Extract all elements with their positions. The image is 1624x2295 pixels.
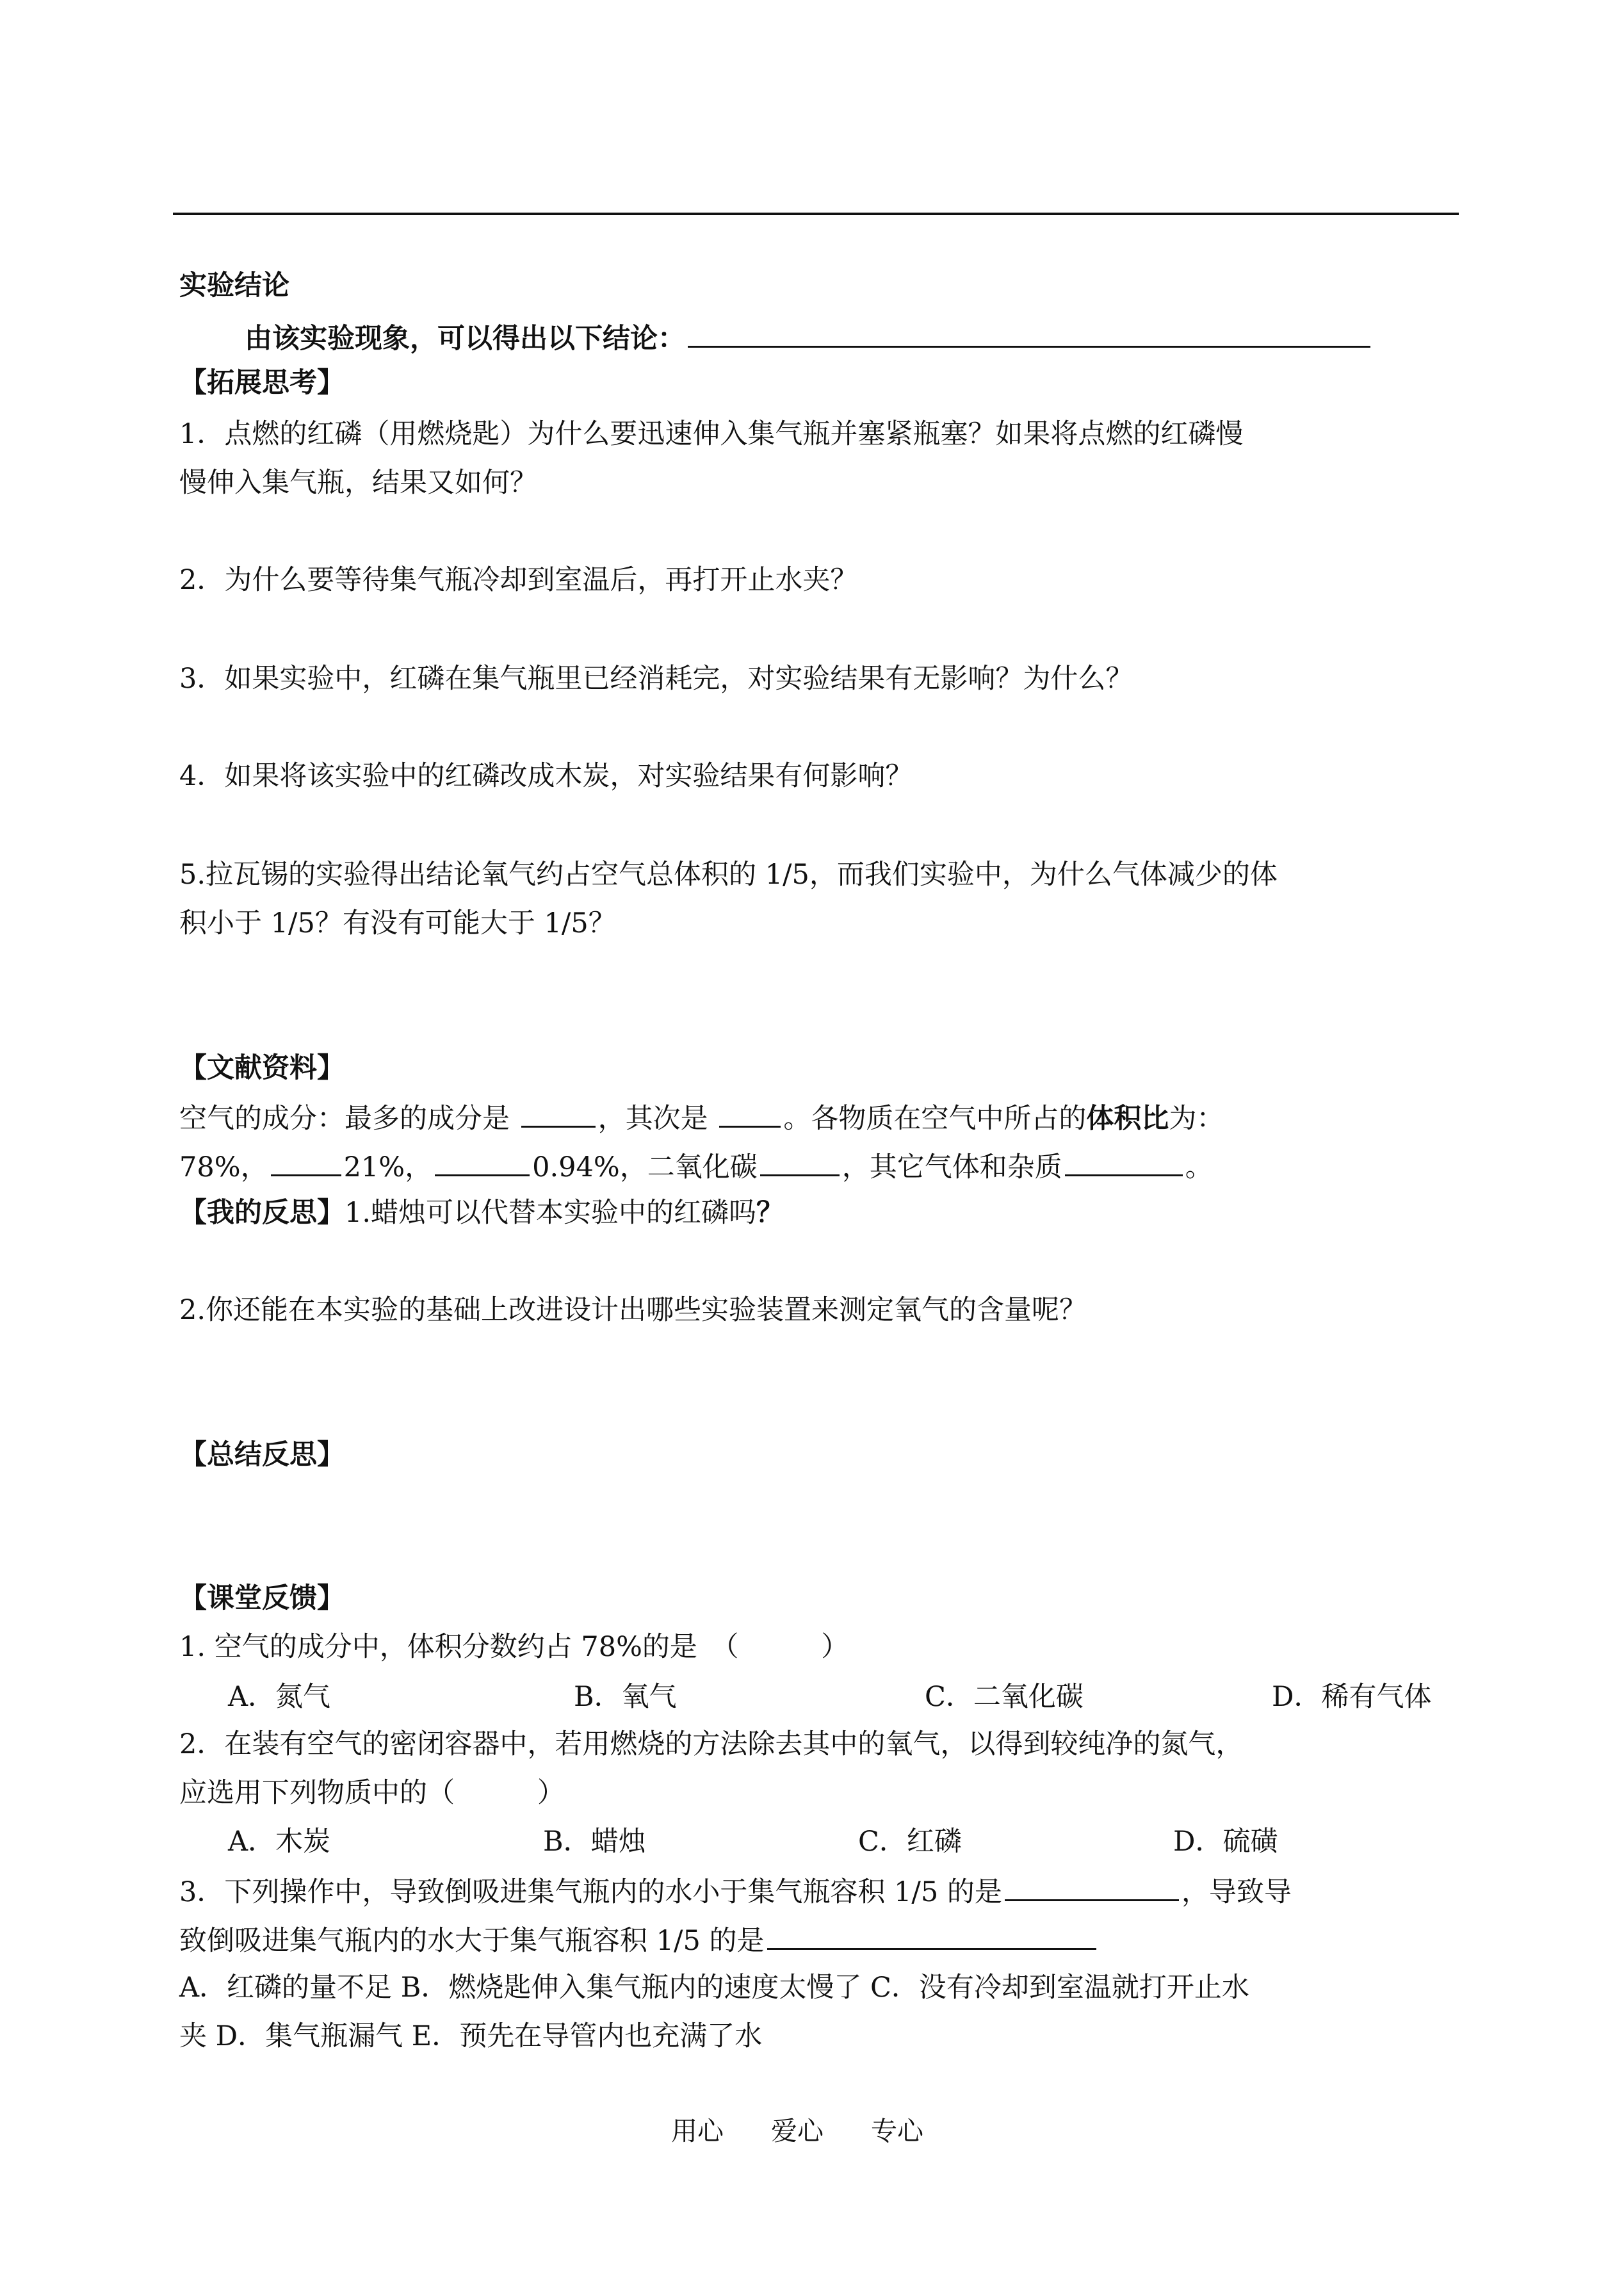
blank-co2[interactable] — [760, 1149, 840, 1176]
feedback-q1-option-a[interactable]: A．氮气 — [228, 1681, 331, 1713]
literature-heading: 【文献资料】 — [179, 1052, 345, 1084]
literature-l2-b: 21%， — [343, 1151, 433, 1183]
feedback-heading: 【课堂反馈】 — [179, 1582, 345, 1614]
reflection-q2: 2.你还能在本实验的基础上改进设计出哪些实验装置来测定氧气的含量呢？ — [179, 1294, 1087, 1326]
literature-l2-a: 78%， — [179, 1151, 268, 1183]
conclusion-prompt-text: 由该实验现象，可以得出以下结论： — [245, 323, 685, 355]
reflection-line1 — [179, 1196, 784, 1229]
feedback-q3-choices-line2: 夹 D．集气瓶漏气 E．预先在导管内也充满了水 — [179, 2020, 763, 2052]
feedback-q3-line1-a: 3．下列操作中，导致倒吸进集气瓶内的水小于集气瓶容积 1/5 的是 — [179, 1876, 1002, 1908]
literature-line1 — [179, 1100, 1224, 1135]
feedback-q2-line2: 应选用下列物质中的（ ） — [179, 1777, 565, 1809]
reflection-q1: 1.蜡烛可以代替本实验中的红磷吗 — [345, 1197, 757, 1229]
feedback-q2-option-d[interactable]: D．硫磺 — [1173, 1826, 1278, 1858]
blank-q3-less[interactable] — [1005, 1874, 1179, 1901]
feedback-q1-option-b[interactable]: B．氧气 — [574, 1681, 677, 1713]
literature-l2-d: ，其它气体和杂质 — [841, 1151, 1062, 1183]
extension-q5-line1: 5.拉瓦锡的实验得出结论氧气约占空气总体积的 1/5，而我们实验中，为什么气体减少的体 — [179, 859, 1278, 891]
feedback-q1-option-d[interactable]: D．稀有气体 — [1272, 1681, 1432, 1713]
feedback-q2-option-a[interactable]: A．木炭 — [228, 1826, 331, 1858]
blank-q3-more[interactable] — [767, 1922, 1096, 1950]
literature-l1-b: ，其次是 — [597, 1103, 708, 1135]
header-rule — [173, 213, 1459, 215]
blank-other-gas[interactable] — [1065, 1149, 1183, 1176]
conclusion-heading: 实验结论 — [179, 270, 289, 302]
extension-q3: 3．如果实验中，红磷在集气瓶里已经消耗完，对实验结果有无影响？为什么？ — [179, 663, 1133, 695]
footer-word-3: 专心 — [871, 2116, 923, 2146]
feedback-q2-option-c[interactable]: C．红磷 — [858, 1826, 962, 1858]
extension-q1-line2: 慢伸入集气瓶，结果又如何？ — [179, 467, 537, 499]
footer-motto — [671, 2114, 971, 2148]
feedback-q3-line1-b: ，导致导 — [1181, 1876, 1292, 1908]
feedback-q2-option-b[interactable]: B．蜡烛 — [543, 1826, 646, 1858]
blank-most-component[interactable] — [521, 1100, 596, 1128]
reflection-heading: 【我的反思】 — [179, 1197, 345, 1229]
conclusion-blank[interactable] — [688, 320, 1370, 348]
blank-rare-gas[interactable] — [435, 1149, 530, 1176]
extension-heading: 【拓展思考】 — [179, 367, 345, 399]
feedback-q3-line2-text: 致倒吸进集气瓶内的水大于集气瓶容积 1/5 的是 — [179, 1925, 765, 1957]
footer-word-2: 爱心 — [771, 2116, 824, 2146]
literature-l1-a: 空气的成分：最多的成分是 — [179, 1103, 510, 1135]
literature-l1-d: 为： — [1169, 1103, 1224, 1135]
feedback-q3-line1 — [179, 1874, 1292, 1909]
blank-oxygen[interactable] — [271, 1149, 341, 1176]
literature-l2-e: 。 — [1185, 1151, 1213, 1183]
feedback-q1-option-c[interactable]: C．二氧化碳 — [925, 1681, 1084, 1713]
feedback-q2-line1: 2．在装有空气的密闭容器中，若用燃烧的方法除去其中的氧气，以得到较纯净的氮气， — [179, 1728, 1244, 1760]
feedback-q3-choices-line1: A．红磷的量不足 B．燃烧匙伸入集气瓶内的速度太慢了 C．没有冷却到室温就打开止水 — [179, 1972, 1249, 2004]
literature-l2-c: 0.94%，二氧化碳 — [532, 1151, 758, 1183]
extension-q5-line2: 积小于 1/5？有没有可能大于 1/5？ — [179, 907, 616, 939]
feedback-q1: 1. 空气的成分中，体积分数约占 78%的是 （ ） — [179, 1631, 849, 1663]
feedback-q3-line2 — [179, 1922, 1099, 1958]
literature-l1-bold: 体积比 — [1086, 1103, 1169, 1135]
blank-second-component[interactable] — [719, 1100, 781, 1128]
literature-l1-c: 。各物质在空气中所占的 — [783, 1103, 1087, 1135]
reflection-q1-mark: ？ — [756, 1197, 784, 1229]
conclusion-prompt — [245, 320, 1373, 355]
extension-q4: 4．如果将该实验中的红磷改成木炭，对实验结果有何影响？ — [179, 760, 913, 792]
summary-heading: 【总结反思】 — [179, 1439, 345, 1471]
extension-q1-line1: 1．点燃的红磷（用燃烧匙）为什么要迅速伸入集气瓶并塞紧瓶塞？如果将点燃的红磷慢 — [179, 418, 1244, 450]
literature-line2 — [179, 1149, 1213, 1184]
footer-word-1: 用心 — [671, 2116, 724, 2146]
extension-q2: 2．为什么要等待集气瓶冷却到室温后，再打开止水夹？ — [179, 564, 858, 596]
